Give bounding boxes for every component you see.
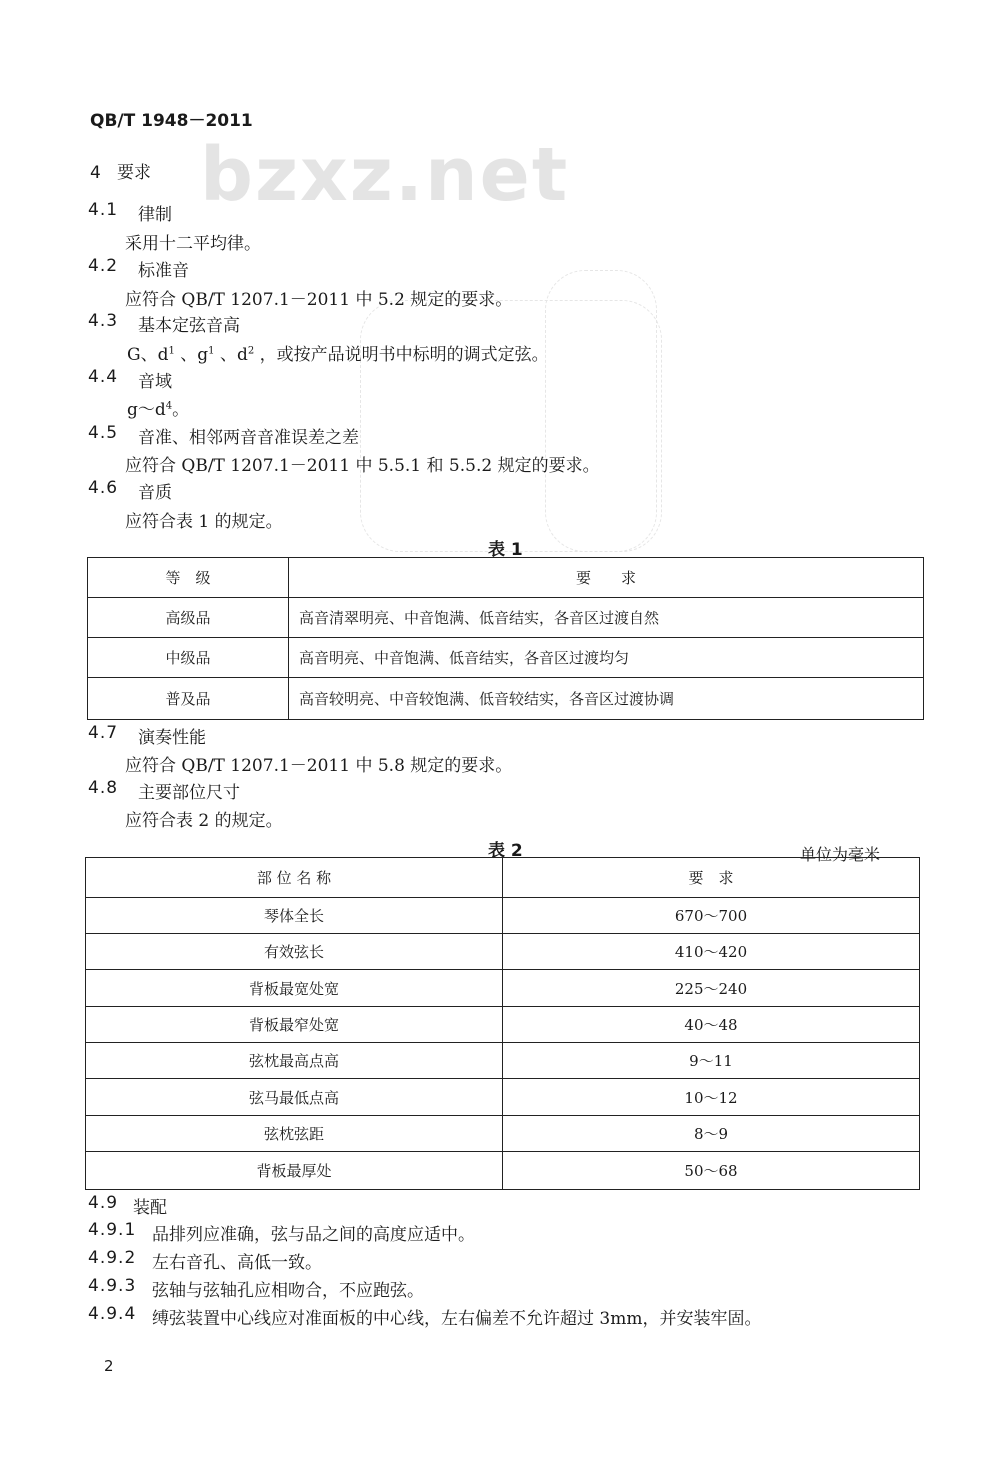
clause-title: 音域 [138,372,172,392]
subclause-number: 4.9.3 [88,1276,137,1296]
table-cell: 中级品 [88,638,289,678]
table-cell: 10～12 [503,1079,920,1116]
table-header-cell: 要 求 [289,558,924,598]
table-row [86,1152,920,1190]
table2-unit: 单位为毫米 [800,845,881,864]
table2-caption: 表 2 [488,841,523,861]
clause-number: 4.2 [88,256,119,276]
table-header-cell: 部 位 名 称 [86,858,503,898]
clause-number: 4.5 [88,423,119,443]
clause-number: 4.1 [88,200,119,220]
table-cell: 背板最宽处宽 [86,970,503,1007]
clause-number: 4.6 [88,478,119,498]
subclause-text: 缚弦装置中心线应对准面板的中心线，左右偏差不允许超过 3mm，并安装牢固。 [152,1309,762,1329]
scan-artifact [360,300,662,552]
clause-title: 音准、相邻两音音准误差之差 [138,428,359,448]
table-cell: 8～9 [503,1116,920,1152]
clause-text: 应符合 QB/T 1207.1－2011 中 5.8 规定的要求。 [125,756,513,776]
section-title: 要求 [117,163,152,183]
table-cell: 弦枕弦距 [86,1116,503,1152]
clause-text: 应符合 QB/T 1207.1－2011 中 5.5.1 和 5.5.2 规定的要求。 [125,456,600,476]
table-row [86,1079,920,1116]
clause-number: 4.4 [88,367,119,387]
tuning-pitches: G、$d^1$ 、$g^1$ 、$d^2$ ，或按产品说明书中标明的调式定弦。 [127,345,549,365]
table2 [85,857,920,1190]
clause-text: ，或按产品说明书中标明的调式定弦。 [259,345,549,365]
clause-title: 标准音 [138,261,189,281]
table-row [88,638,924,678]
pitch-range: $g\sim d^4$。 [127,400,190,420]
table-cell: 背板最厚处 [86,1152,503,1190]
table-cell: 弦马最低点高 [86,1079,503,1116]
table-row [86,934,920,970]
subclause-text: 左右音孔、高低一致。 [152,1253,322,1273]
table-cell: 高音明亮、中音饱满、低音结实，各音区过渡均匀 [289,638,924,678]
subclause-number: 4.9.2 [88,1248,137,1268]
table-cell: 弦枕最高点高 [86,1043,503,1079]
clause-title: 律制 [138,205,172,225]
clause-title: 主要部位尺寸 [138,783,240,803]
clause-title: 演奏性能 [138,728,206,748]
table-row [88,598,924,638]
table-row [86,1116,920,1152]
subclause-text: 弦轴与弦轴孔应相吻合，不应跑弦。 [152,1281,424,1301]
table-header-row [88,558,924,598]
table-cell: 225～240 [503,970,920,1007]
table-row [86,970,920,1007]
table-cell: 9～11 [503,1043,920,1079]
clause-number: 4.8 [88,778,119,798]
table1 [87,557,924,720]
subclause-number: 4.9.1 [88,1220,137,1240]
table-cell: 670～700 [503,898,920,934]
section-number: 4 [90,163,101,183]
clause-text: 应符合表 2 的规定。 [125,811,283,831]
section-heading [90,158,151,183]
table-header-cell: 等 级 [88,558,289,598]
table-cell: 410～420 [503,934,920,970]
subclause-text: 品排列应准确，弦与品之间的高度应适中。 [152,1225,475,1245]
page-number: 2 [104,1357,114,1375]
table-cell: 琴体全长 [86,898,503,934]
table1-caption: 表 1 [488,540,523,560]
table-cell: 有效弦长 [86,934,503,970]
table-row [86,1007,920,1043]
table-header-row [86,858,920,898]
table-cell: 40～48 [503,1007,920,1043]
clause-text: 应符合表 1 的规定。 [125,512,283,532]
table-cell: 高音清翠明亮、中音饱满、低音结实，各音区过渡自然 [289,598,924,638]
table-row [86,1043,920,1079]
document-id: QB/T 1948－2011 [90,111,253,131]
clause-title: 音质 [138,483,172,503]
clause-title: 基本定弦音高 [138,316,240,336]
table-cell: 背板最窄处宽 [86,1007,503,1043]
table-header-cell: 要 求 [503,858,920,898]
table-cell: 高级品 [88,598,289,638]
subclause-number: 4.9.4 [88,1304,137,1324]
clause-text: 采用十二平均律。 [125,234,261,254]
clause-number: 4.9 [88,1193,119,1213]
watermark: bzxz.net [200,132,570,218]
table-cell: 高音较明亮、中音较饱满、低音较结实，各音区过渡协调 [289,678,924,720]
clause-number: 4.7 [88,723,119,743]
clause-title: 装配 [133,1198,167,1218]
clause-text: 应符合 QB/T 1207.1－2011 中 5.2 规定的要求。 [125,290,513,310]
table-row [86,898,920,934]
table-cell: 普及品 [88,678,289,720]
table-row [88,678,924,720]
clause-number: 4.3 [88,311,119,331]
table-cell: 50～68 [503,1152,920,1190]
